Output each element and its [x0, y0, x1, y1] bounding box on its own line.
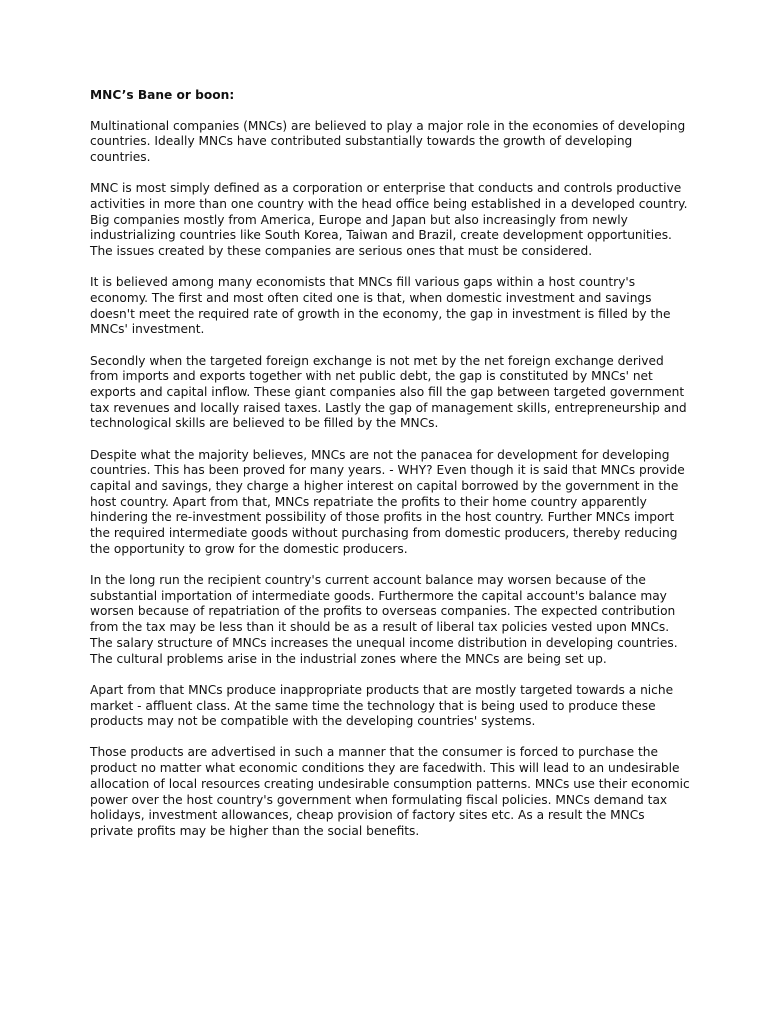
paragraph-1: Multinational companies (MNCs) are believed to play a major role in the economies of developing countries. Ideally MNCs have contributed substantially towards the growth of developing countries. — [90, 118, 686, 165]
document-title: MNC’s Bane or boon: — [90, 88, 235, 102]
paragraph-5: Despite what the majority believes, MNCs are not the panacea for development for developing countries. This has been proved for many years. - WHY? Even though it is said that MNCs provide capital and savings, they charge a higher interest on capital borrowed by the government in the host country. Apart from that, MNCs repatriate the profits to their home country apparently hindering the re-investment possibility of those profits in the host country. Further MNCs import the required intermediate goods without purchasing from domestic producers, thereby reducing the opportunity to grow for the domestic producers. — [90, 447, 685, 556]
paragraph-3: It is believed among many economists that MNCs fill various gaps within a host country's economy. The first and most often cited one is that, when domestic investment and savings doesn't meet the required rate of growth in the economy, the gap in investment is filled by the MNCs' investment. — [90, 275, 671, 337]
paragraph-8: Those products are advertised in such a manner that the consumer is forced to purchase the product no matter what economic conditions they are facedwith. This will lead to an undesirable allocation of local resources creating undesirable consumption patterns. MNCs use their economic power over the host country's government when formulating fiscal policies. MNCs demand tax holidays, investment allowances, cheap provision of factory sites etc. As a result the MNCs private profits may be higher than the social benefits. — [90, 745, 690, 838]
paragraph-4: Secondly when the targeted foreign exchange is not met by the net foreign exchange derived from imports and exports together with net public debt, the gap is constituted by MNCs' net exports and capital inflow. These giant companies also fill the gap between targeted government tax revenues and locally raised taxes. Lastly the gap of management skills, entrepreneurship and technological skills are believed to be filled by the MNCs. — [90, 353, 687, 431]
paragraph-6: In the long run the recipient country's current account balance may worsen because of the substantial importation of intermediate goods. Furthermore the capital account's balance may worsen because of repatriation of the profits to overseas companies. The expected contribution from the tax may be less than it should be as a result of liberal tax policies vested upon MNCs. The salary structure of MNCs increases the unequal income distribution in developing countries. The cultural problems arise in the industrial zones where the MNCs are being set up. — [90, 573, 678, 666]
document-body — [90, 88, 690, 855]
paragraph-2: MNC is most simply defined as a corporation or enterprise that conducts and controls productive activities in more than one country with the head office being established in a developed country. Big companies mostly from America, Europe and Japan but also increasingly from newly industrializing countries like South Korea, Taiwan and Brazil, create development opportunities. The issues created by these companies are serious ones that must be considered. — [90, 181, 688, 259]
paragraph-7: Apart from that MNCs produce inappropriate products that are mostly targeted towards a niche market - affluent class. At the same time the technology that is being used to produce these products may not be compatible with the developing countries' systems. — [90, 682, 674, 729]
